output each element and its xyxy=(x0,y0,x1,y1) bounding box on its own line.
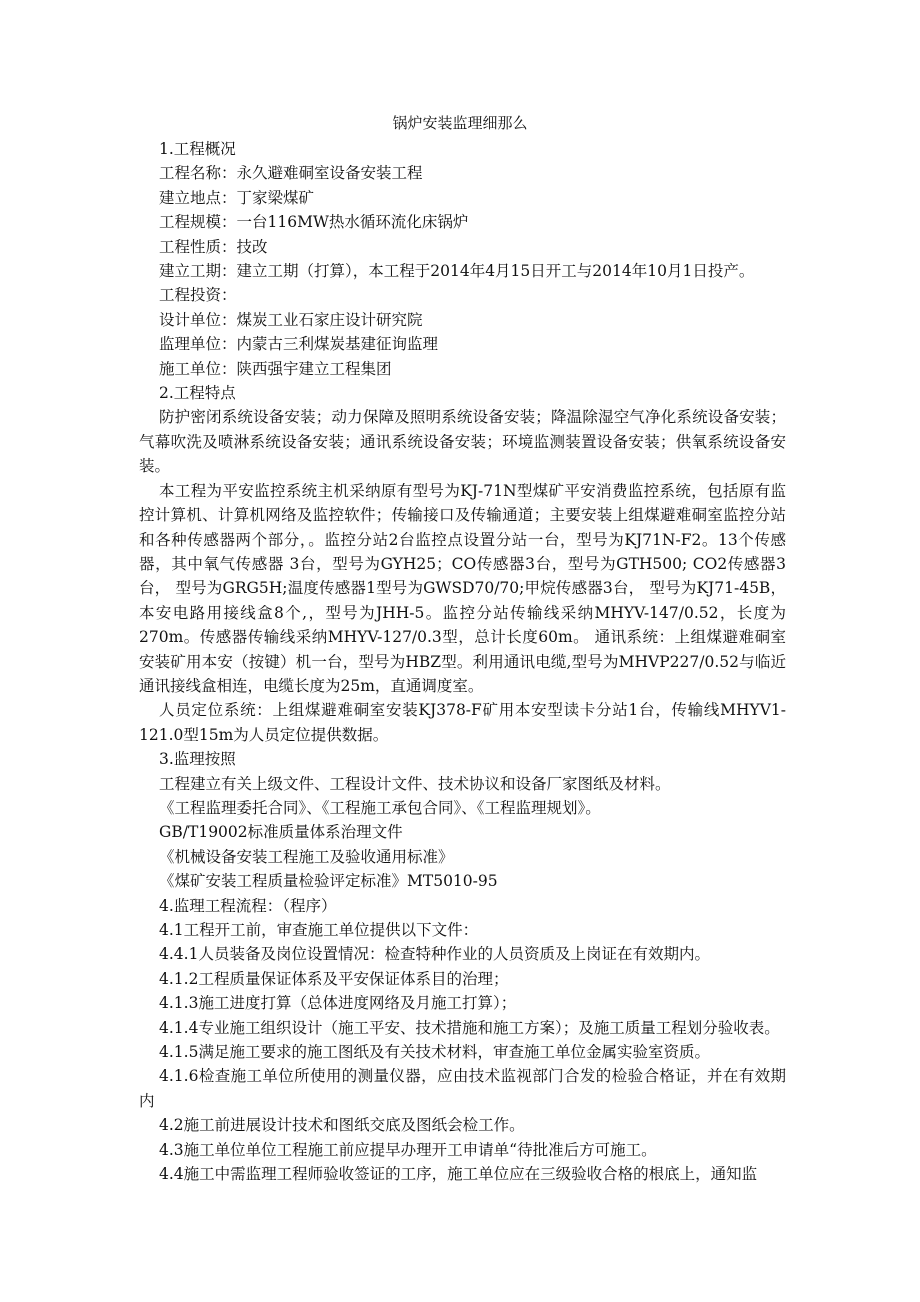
paragraph: 监理单位：内蒙古三利煤炭基建征询监理 xyxy=(159,335,439,354)
paragraph: 工程名称：永久避难硐室设备安装工程 xyxy=(159,164,423,183)
paragraph: 4.1.6检查施工单位所使用的测量仪器，应由技术监视部门合发的检验合格证，并在有效期内 xyxy=(139,1067,786,1110)
paragraph: 《煤矿安装工程质量检验评定标准》MT5010-95 xyxy=(159,872,498,891)
paragraph: 《机械设备安装工程施工及验收通用标准》 xyxy=(159,847,454,866)
paragraph: 4.1.5满足施工要求的施工图纸及有关技术材料，审查施工单位金属实验室资质。 xyxy=(159,1043,710,1062)
paragraph: 本工程为平安监控系统主机采纳原有型号为KJ-71N型煤矿平安消费监控系统，包括原有监控计算机、计算机网络及监控软件；传输接口及传输通道；主要安装上组煤避难硐室监控分站和各种传感器两个部分，。监控分站2台监控点设置分站一台，型号为KJ71N-F2。13个传感器，其中氧气传感器 3台，型号为GYH25；CO传感器3台，型号为GTH500; CO2传感器3台， 型号为GRG5H;温度传感器1型号为GWSD70/70;甲烷传感器3台， 型号为KJ71-45B，本安电路用接线盒8个,，型号为JHH-5。监控分站传输线采纳MHYV-147/0.52，长度为270m。传感器传输线采纳MHYV-127/0.3型，总计长度60m。 通讯系统：上组煤避难硐室安装矿用本安（按键）机一台，型号为HBZ型。利用通讯电缆,型号为MHVP227/0.52与临近通讯接线盒相连，电缆长度为25m，直通调度室。 xyxy=(139,481,786,695)
paragraph: 工程性质：技改 xyxy=(159,237,268,256)
paragraph: 4.1.3施工进度打算（总体进度网络及月施工打算）； xyxy=(159,994,517,1013)
paragraph: 4.4.1人员装备及岗位设置情况：检查特种作业的人员资质及上岗证在有效期内。 xyxy=(159,945,710,964)
paragraph: 施工单位：陕西强宇建立工程集团 xyxy=(159,359,392,378)
paragraph: 防护密闭系统设备安装；动力保障及照明系统设备安装；降温除湿空气净化系统设备安装；气幕吹洗及喷淋系统设备安装；通讯系统设备安装；环境监测装置设备安装；供氧系统设备安装。 xyxy=(139,408,786,476)
paragraph: 《工程监理委托合同》、《工程施工承包合同》、《工程监理规划》。 xyxy=(159,798,601,817)
paragraph: 1.工程概况 xyxy=(159,140,236,158)
paragraph: 4.3施工单位单位工程施工前应提早办理开工申请单“待批准后方可施工。 xyxy=(159,1140,657,1159)
paragraph: 建立地点：丁家梁煤矿 xyxy=(159,188,315,207)
paragraph: 4.4施工中需监理工程师验收签证的工序，施工单位应在三级验收合格的根底上，通知监 xyxy=(159,1165,758,1184)
paragraph: 工程规模：一台116MW热水循环流化床锅炉 xyxy=(159,213,469,232)
paragraph: 2.工程特点 xyxy=(159,384,236,403)
paragraph: 4.1工程开工前，审查施工单位提供以下文件： xyxy=(159,921,479,939)
paragraph: 4.2施工前进展设计技术和图纸交底及图纸会检工作。 xyxy=(159,1116,525,1135)
document-body xyxy=(139,137,786,1186)
paragraph: 人员定位系统：上组煤避难硐室安装KJ378-F矿用本安型读卡分站1台，传输线MHYV1-121.0型15m为人员定位提供数据。 xyxy=(139,701,786,744)
paragraph: 设计单位：煤炭工业石家庄设计研究院 xyxy=(159,310,423,329)
paragraph: 工程建立有关上级文件、工程设计文件、技术协议和设备厂家图纸及材料。 xyxy=(159,774,671,793)
document-title: 锅炉安装监理细那么 xyxy=(392,114,528,132)
paragraph: 4.1.2工程质量保证体系及平安保证体系目的治理； xyxy=(159,969,509,988)
paragraph: GB/T19002标准质量体系治理文件 xyxy=(159,823,403,842)
paragraph: 工程投资： xyxy=(159,286,237,305)
paragraph: 3.监理按照 xyxy=(159,750,236,769)
paragraph: 建立工期：建立工期（打算），本工程于2014年4月15日开工与2014年10月1日投产。 xyxy=(159,262,755,281)
paragraph: 4.1.4专业施工组织设计（施工平安、技术措施和施工方案）；及施工质量工程划分验收表。 xyxy=(159,1018,780,1037)
paragraph: 4.监理工程流程：（程序） xyxy=(159,896,337,915)
